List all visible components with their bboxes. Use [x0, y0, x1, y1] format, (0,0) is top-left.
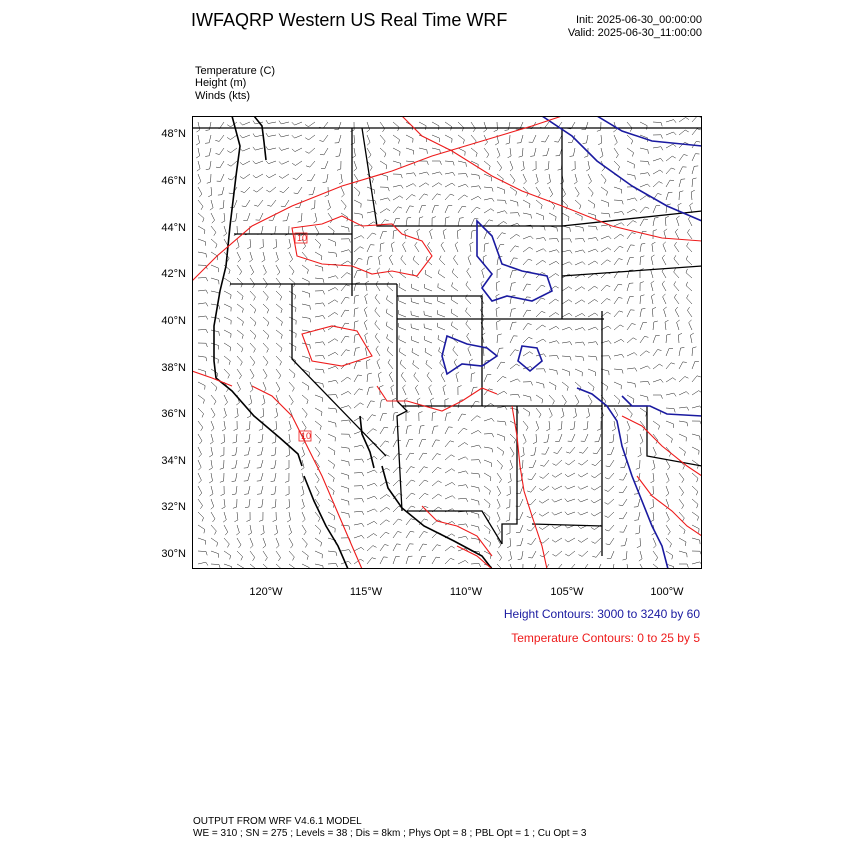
- model-params: WE = 310 ; SN = 275 ; Levels = 38 ; Dis = 8km ; Phys Opt = 8 ; PBL Opt = 1 ; Cu Opt = 3: [193, 828, 587, 839]
- wind-barbs: [196, 116, 702, 569]
- temperature-contour-legend: Temperature Contours: 0 to 25 by 5: [511, 631, 700, 645]
- map-title: IWFAQRP Western US Real Time WRF: [191, 10, 508, 30]
- wind-barb-field: [196, 116, 702, 569]
- height-contour-legend: Height Contours: 3000 to 3240 by 60: [503, 607, 700, 621]
- valid-time: Valid: 2025-06-30_11:00:00: [567, 27, 702, 39]
- lat-label: 44°N: [161, 222, 186, 234]
- lat-label: 34°N: [161, 455, 186, 467]
- lon-label: 120°W: [249, 586, 283, 598]
- lat-label: 36°N: [161, 408, 186, 420]
- lon-label: 110°W: [449, 586, 483, 598]
- lat-label: 46°N: [161, 175, 186, 187]
- map-canvas: [192, 116, 702, 569]
- model-info: OUTPUT FROM WRF V4.6.1 MODEL: [193, 816, 362, 827]
- lon-label: 100°W: [650, 586, 684, 598]
- state-borders: [192, 128, 702, 556]
- temperature-high-label: 10: [297, 233, 308, 243]
- lat-label: 38°N: [161, 362, 186, 374]
- field-temperature: Temperature (C): [195, 65, 276, 77]
- lat-label: 32°N: [161, 501, 186, 513]
- temperature-high-label: 10: [301, 431, 312, 441]
- lat-label: 48°N: [161, 128, 186, 140]
- map-frame: [193, 117, 702, 569]
- lat-label: 42°N: [161, 268, 186, 280]
- height-contours: [442, 116, 702, 569]
- lon-label: 115°W: [349, 586, 383, 598]
- lat-label: 30°N: [161, 548, 186, 560]
- lon-label: 105°W: [550, 586, 584, 598]
- map-panel: [192, 116, 702, 569]
- field-winds: Winds (kts): [195, 90, 250, 102]
- field-height: Height (m): [195, 77, 247, 89]
- init-time: Init: 2025-06-30_00:00:00: [576, 14, 702, 26]
- lat-label: 40°N: [161, 315, 186, 327]
